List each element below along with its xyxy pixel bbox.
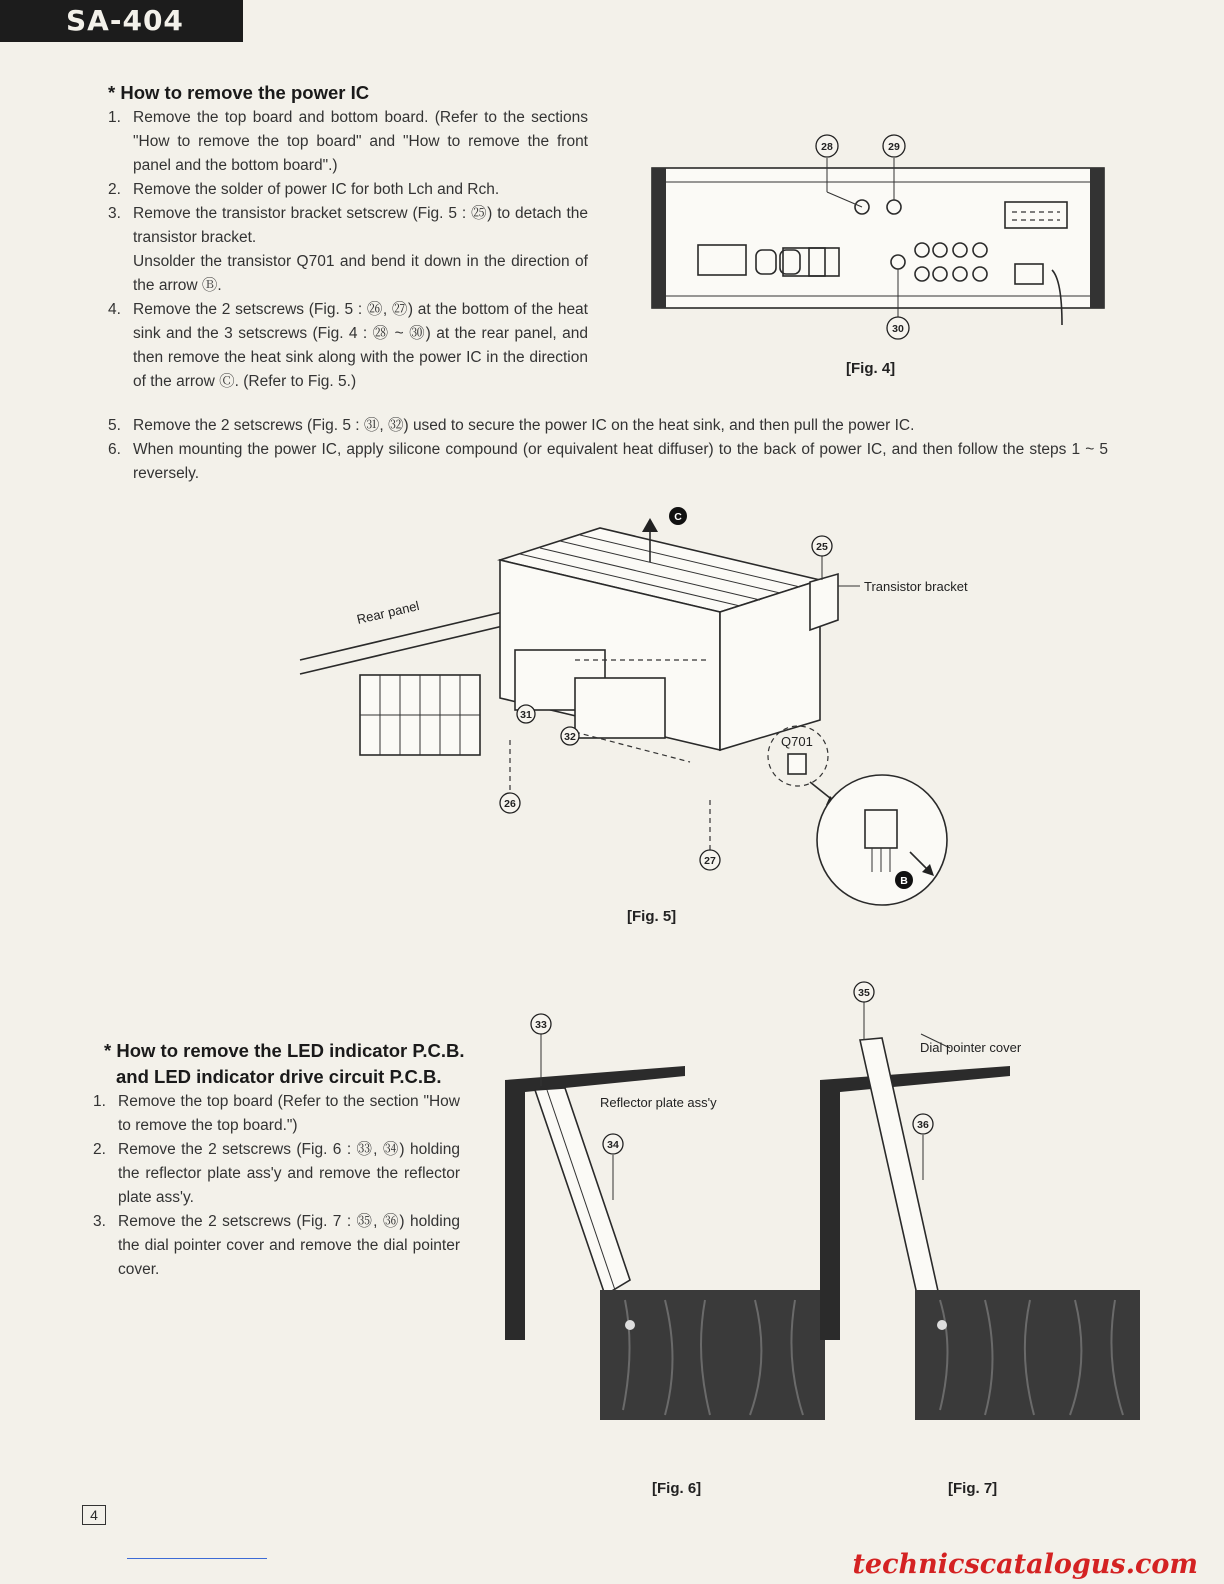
fig5-callout-25: 25 <box>816 541 828 553</box>
led-step-3: 3. Remove the 2 setscrews (Fig. 7 : ㉟, ㊱) holding the dial pointer cover and remove the dial pointer cover. <box>93 1213 460 1278</box>
power-ic-step-4: 4. Remove the 2 setscrews (Fig. 5 : ㉖, ㉗) at the bottom of the heat sink and the 3 setscrews (Fig. 4 : ㉘ ~ ㉚) at the rear panel, and then remove the heat sink along with the power IC in the direction of the arrow Ⓒ. (Refer to Fig. 5.) <box>108 301 588 390</box>
fig5-callout-27: 27 <box>704 855 716 867</box>
led-step-1: 1. Remove the top board (Refer to the section "How to remove the top board.") <box>93 1093 460 1134</box>
model-tab: SA-404 <box>0 0 243 42</box>
fig6-callout-34: 34 <box>607 1139 619 1151</box>
power-ic-step-5: 5. Remove the 2 setscrews (Fig. 5 : ㉛, ㉜) used to secure the power IC on the heat sink, and then pull the power IC. <box>108 417 915 434</box>
power-ic-step-6: 6. When mounting the power IC, apply silicone compound (or equivalent heat diffuser) to the back of power IC, and then follow the steps 1 ~ 5 reversely. <box>108 441 1108 482</box>
fig6-callout-33: 33 <box>535 1019 547 1031</box>
power-ic-step-3: 3. Remove the transistor bracket setscrew (Fig. 5 : ㉕) to detach the transistor bracket. Unsolder the transistor Q701 and bend it down in the direction of the arrow Ⓑ. <box>108 205 588 294</box>
fig5-heatsink-diagram <box>290 500 970 910</box>
fig7-callout-35: 35 <box>858 987 870 999</box>
power-ic-step-1: 1. Remove the top board and bottom board. (Refer to the sections "How to remove the top board" and "How to remove the front panel and the bottom board".) <box>108 109 588 174</box>
led-title-line2: and LED indicator drive circuit P.C.B. <box>116 1066 442 1087</box>
power-ic-title: * How to remove the power IC <box>108 82 370 103</box>
fig6-reflector-label: Reflector plate ass'y <box>600 1095 717 1110</box>
power-ic-steps-list <box>108 106 588 394</box>
footer-underline <box>127 1558 267 1559</box>
fig5-callout-26: 26 <box>504 798 516 810</box>
fig7-dial-cover-diagram <box>820 980 1150 1460</box>
fig5-callout-31: 31 <box>520 709 532 721</box>
fig7-dial-cover-label: Dial pointer cover <box>920 1040 1022 1055</box>
fig5-transistor-bracket-label: Transistor bracket <box>864 579 968 594</box>
led-title-line1: * How to remove the LED indicator P.C.B. <box>104 1040 465 1061</box>
led-step-2: 2. Remove the 2 setscrews (Fig. 6 : ㉝, ㉞) holding the reflector plate ass'y and remove the reflector plate ass'y. <box>93 1141 460 1206</box>
fig4-callout-30: 30 <box>892 323 904 335</box>
fig4-label: [Fig. 4] <box>846 360 896 377</box>
fig4-callout-28: 28 <box>821 141 833 153</box>
fig4-callout-29: 29 <box>888 141 900 153</box>
fig4-rear-panel-diagram <box>640 130 1120 365</box>
led-steps-list <box>93 1090 460 1282</box>
fig7-callout-36: 36 <box>917 1119 929 1131</box>
site-watermark: technicscatalogus.com <box>852 1549 1198 1580</box>
fig5-q701-label: Q701 <box>781 734 813 749</box>
page-number: 4 <box>82 1505 106 1525</box>
fig5-arrow-c-label: C <box>674 511 682 523</box>
fig6-label: [Fig. 6] <box>652 1480 702 1497</box>
fig5-callout-32: 32 <box>564 731 576 743</box>
fig5-rear-panel-label: Rear panel <box>355 597 421 627</box>
fig5-label: [Fig. 5] <box>627 908 677 925</box>
power-ic-steps-list-wide <box>108 414 1108 486</box>
power-ic-step-2: 2. Remove the solder of power IC for both Lch and Rch. <box>108 181 500 198</box>
fig5-arrow-b-label: B <box>900 875 908 887</box>
fig6-reflector-diagram <box>505 1010 825 1460</box>
fig7-label: [Fig. 7] <box>948 1480 998 1497</box>
